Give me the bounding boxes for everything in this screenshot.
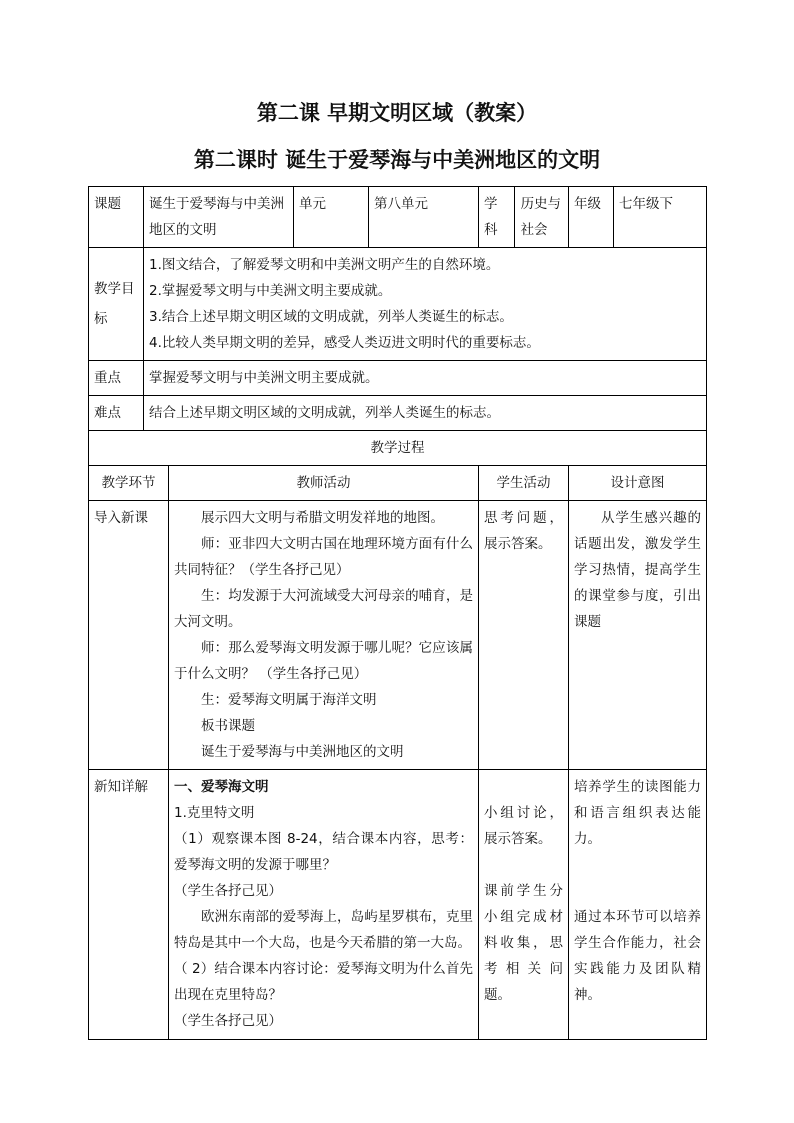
intent-1: 培养学生的读图能力和语言组织表达能力。 bbox=[574, 779, 701, 847]
unit-label: 单元 bbox=[294, 187, 369, 248]
goal-item: 3.结合上述早期文明区域的文明成就，列举人类诞生的标志。 bbox=[149, 309, 513, 325]
goals-content bbox=[144, 248, 707, 361]
intro-teacher bbox=[169, 501, 479, 770]
column-intent: 设计意图 bbox=[569, 466, 707, 501]
teacher-line: 生：爱琴海文明属于海洋文明 bbox=[201, 692, 377, 708]
newlesson-teacher bbox=[169, 770, 479, 1040]
newlesson-stage: 新知详解 bbox=[89, 770, 169, 1040]
subject-value-text: 历史与社会 bbox=[520, 196, 562, 238]
column-stage: 教学环节 bbox=[89, 466, 169, 501]
student-activity-2: 课前学生分小组完成材料收集，思考相关问题。 bbox=[484, 883, 563, 1003]
goal-item: 2.掌握爱琴文明与中美洲文明主要成就。 bbox=[149, 283, 392, 299]
subject-label-text: 学科 bbox=[479, 187, 515, 247]
document-subtitle: 第二课时 诞生于爱琴海与中美洲地区的文明 bbox=[193, 147, 601, 172]
newlesson-intent bbox=[569, 770, 707, 1040]
unit-value: 第八单元 bbox=[369, 187, 479, 248]
column-student: 学生活动 bbox=[479, 466, 569, 501]
document-title: 第二课 早期文明区域（教案） bbox=[256, 100, 538, 125]
question-1: （1）观察课本图 8-24，结合课本内容，思考：爱琴海文明的发源于哪里？ bbox=[174, 831, 473, 873]
intent-2: 通过本环节可以培养学生合作能力，社会实践能力及团队精神。 bbox=[574, 909, 701, 1003]
process-columns-row bbox=[89, 466, 707, 501]
difficult-row bbox=[89, 396, 707, 431]
difficult-label: 难点 bbox=[89, 396, 144, 431]
difficult-value: 结合上述早期文明区域的文明成就，列举人类诞生的标志。 bbox=[144, 396, 707, 431]
newlesson-row bbox=[89, 770, 707, 1040]
goals-row bbox=[89, 248, 707, 361]
key-label: 重点 bbox=[89, 361, 144, 396]
intro-row bbox=[89, 501, 707, 770]
topic-value: 诞生于爱琴海与中美洲地区的文明 bbox=[144, 187, 294, 248]
teacher-line: 诞生于爱琴海与中美洲地区的文明 bbox=[201, 744, 404, 760]
answer-1: （学生各抒己见） bbox=[174, 883, 282, 899]
goal-item: 1.图文结合，了解爱琴文明和中美洲文明产生的自然环境。 bbox=[149, 257, 500, 273]
teacher-line: 师：亚非四大文明古国在地理环境方面有什么共同特征？（学生各抒己见） bbox=[174, 536, 473, 578]
column-teacher: 教师活动 bbox=[169, 466, 479, 501]
teacher-line: 展示四大文明与希腊文明发祥地的地图。 bbox=[201, 510, 444, 526]
intro-student: 思考问题，展示答案。 bbox=[479, 501, 569, 770]
student-activity-1: 小组讨论，展示答案。 bbox=[484, 805, 563, 847]
teacher-line: 师：那么爱琴海文明发源于哪儿呢？它应该属于什么文明？ （学生各抒己见） bbox=[174, 640, 473, 682]
spacer bbox=[484, 852, 563, 878]
newlesson-student bbox=[479, 770, 569, 1040]
paragraph: 欧洲东南部的爱琴海上，岛屿星罗棋布，克里特岛是其中一个大岛，也是今天希腊的第一大岛。 bbox=[174, 909, 473, 951]
goals-label: 教学目标 bbox=[89, 248, 144, 361]
key-row bbox=[89, 361, 707, 396]
grade-label: 年级 bbox=[569, 187, 614, 248]
info-row bbox=[89, 187, 707, 248]
intro-stage: 导入新课 bbox=[89, 501, 169, 770]
process-header-row bbox=[89, 431, 707, 466]
teacher-line: 生：均发源于大河流域受大河母亲的哺育，是大河文明。 bbox=[174, 588, 473, 630]
subject-value bbox=[479, 187, 569, 248]
intro-intent: 从学生感兴趣的话题出发，激发学生学习热情，提高学生的课堂参与度，引出课题 bbox=[569, 501, 707, 770]
goal-item: 4.比较人类早期文明的差异，感受人类迈进文明时代的重要标志。 bbox=[149, 335, 540, 351]
grade-value: 七年级下 bbox=[614, 187, 707, 248]
process-header: 教学过程 bbox=[89, 431, 707, 466]
question-2: （ 2）结合课本内容讨论：爱琴海文明为什么首先出现在克里特岛？ bbox=[174, 961, 473, 1003]
spacer bbox=[484, 774, 563, 800]
spacer bbox=[574, 852, 701, 878]
spacer bbox=[574, 878, 701, 904]
answer-2: （学生各抒己见） bbox=[174, 1013, 282, 1029]
teacher-line: 板书课题 bbox=[201, 718, 255, 734]
topic-label: 课题 bbox=[89, 187, 144, 248]
section-heading: 一、爱琴海文明 bbox=[174, 779, 269, 795]
lesson-plan-table bbox=[88, 186, 707, 1040]
key-value: 掌握爱琴文明与中美洲文明主要成就。 bbox=[144, 361, 707, 396]
subsection-heading: 1.克里特文明 bbox=[174, 805, 255, 821]
